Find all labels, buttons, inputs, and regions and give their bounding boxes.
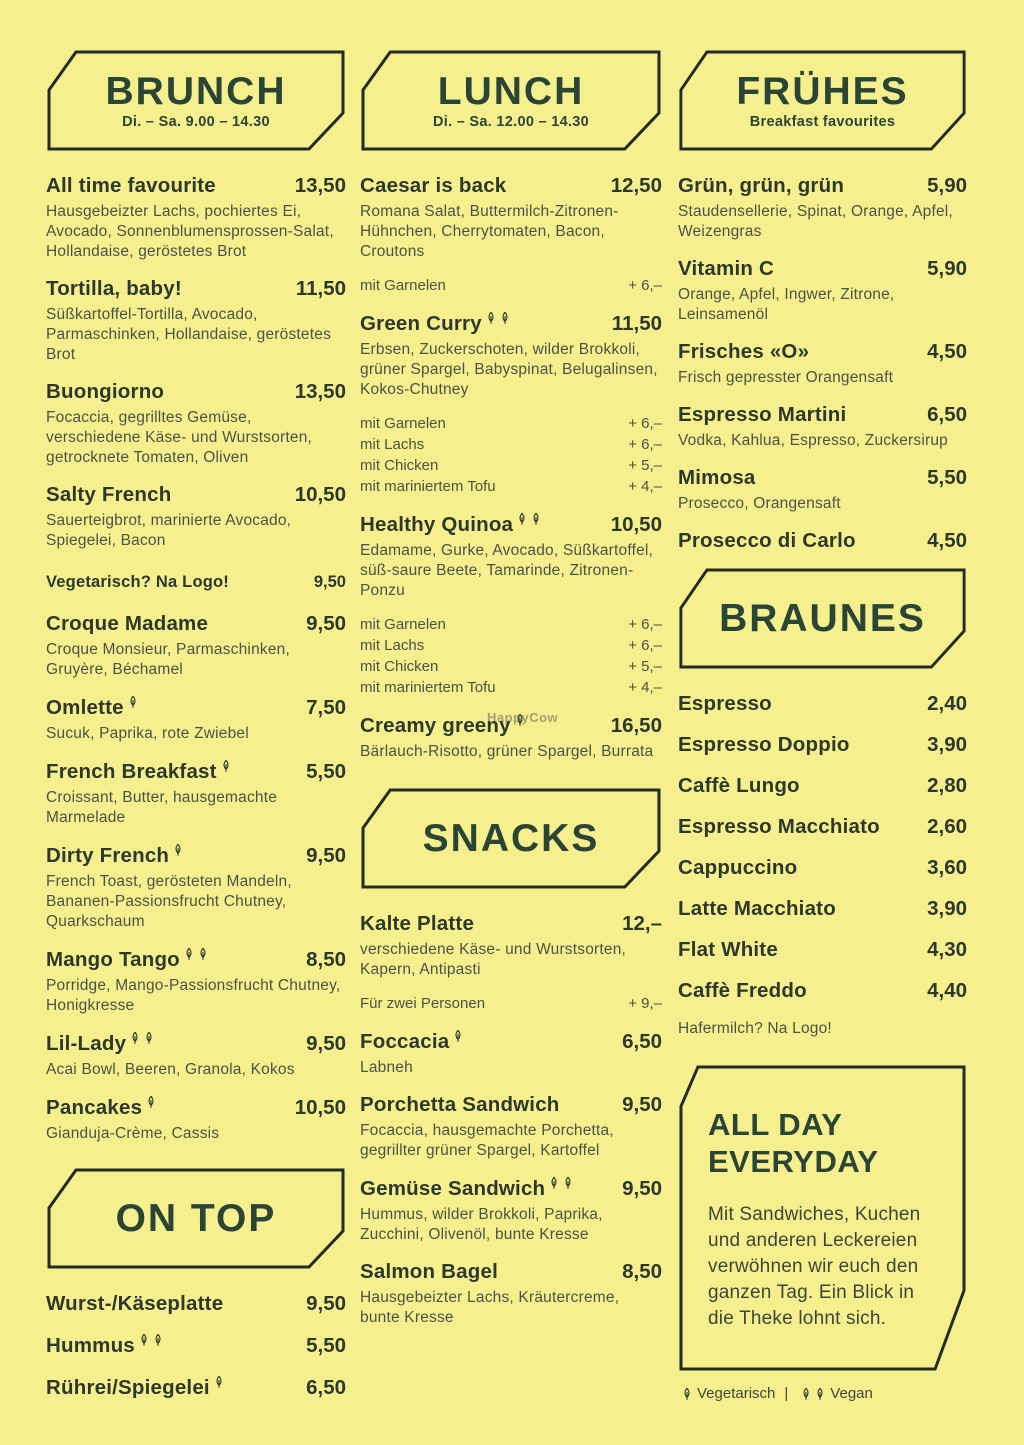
- leaf-icon: [801, 1387, 811, 1401]
- item-price: 10,50: [610, 513, 662, 536]
- menu-item: [360, 174, 662, 296]
- item-price: 16,50: [610, 714, 662, 737]
- item-header: [678, 856, 967, 880]
- item-header: [360, 1093, 662, 1117]
- item-name: Espresso Macchiato: [678, 815, 880, 838]
- item-name: Vitamin C: [678, 257, 774, 280]
- menu-item: [678, 529, 967, 553]
- leaf-icon: [214, 1375, 224, 1389]
- column-brunch: [46, 50, 346, 1417]
- item-name: Croque Madame: [46, 612, 209, 635]
- leaf-icon: [563, 1176, 573, 1190]
- item-price: 6,50: [306, 1376, 346, 1399]
- item-description: Sauerteigbrot, marinierte Avocado, Spiegelei, Bacon: [46, 512, 292, 549]
- menu-item: [46, 759, 346, 828]
- item-header: [360, 912, 662, 936]
- item-description: Staudensellerie, Spinat, Orange, Apfel, Weizengras: [678, 203, 953, 240]
- item-header: [360, 1176, 662, 1201]
- snacks-banner: [360, 788, 662, 890]
- item-price: 5,90: [927, 174, 967, 197]
- brunch-item-list: [46, 174, 346, 1144]
- menu-item: [678, 815, 967, 839]
- banner-text: [360, 788, 662, 890]
- item-name: Latte Macchiato: [678, 897, 836, 920]
- item-description: Bärlauch-Risotto, grüner Spargel, Burrata: [360, 743, 654, 760]
- addon-row: [360, 656, 662, 677]
- menu-item: [360, 912, 662, 1014]
- item-description: Focaccia, gegrilltes Gemüse, verschiedene Käse- und Wurstsorten, getrocknete Tomaten, Oliven: [46, 409, 313, 466]
- menu-item: [678, 856, 967, 880]
- item-price: 11,50: [611, 312, 662, 335]
- menu-item: [46, 277, 346, 365]
- item-name: Frisches «O»: [678, 340, 810, 363]
- item-description: French Toast, gerösteten Mandeln, Bananen-Passionsfrucht Chutney, Quarkschaum: [46, 873, 292, 930]
- item-header: [678, 340, 967, 364]
- braunes-item-list: [678, 692, 967, 1003]
- item-name: Tortilla, baby!: [46, 277, 182, 300]
- section-subtitle-fruehes: Breakfast favourites: [749, 114, 896, 130]
- item-name: French Breakfast: [46, 759, 231, 784]
- braunes-banner: [678, 568, 967, 670]
- item-price: 5,50: [306, 760, 346, 783]
- item-price: 4,50: [927, 340, 967, 363]
- item-name: Porchetta Sandwich: [360, 1093, 560, 1116]
- section-title-brunch: BRUNCH: [105, 70, 287, 113]
- item-description: Hausgebeizter Lachs, pochiertes Ei, Avocado, Sonnenblumensprossen-Salat, Hollandaise, geröstetes Brot: [46, 203, 334, 260]
- addon-label: mit Garnelen: [360, 277, 446, 294]
- banner-text: [46, 50, 346, 152]
- addon-price: + 4,–: [628, 478, 662, 495]
- addon-label: mit mariniertem Tofu: [360, 478, 496, 495]
- item-header: [678, 979, 967, 1003]
- lunch-banner: [360, 50, 662, 152]
- item-header: [46, 277, 346, 301]
- menu-item: [46, 483, 346, 551]
- addon-label: mit Chicken: [360, 658, 439, 675]
- leaf-icon: [486, 311, 496, 325]
- item-header: [46, 1292, 346, 1316]
- on-top-item-list: [46, 1292, 346, 1400]
- addon-label: mit Lachs: [360, 637, 425, 654]
- item-price: 4,50: [927, 529, 967, 552]
- item-name: Dirty French: [46, 843, 183, 868]
- lunch-item-list: [360, 174, 662, 762]
- item-name: Green Curry: [360, 311, 510, 336]
- item-price: 9,50: [306, 1292, 346, 1315]
- item-description: Sucuk, Paprika, rote Zwiebel: [46, 725, 249, 742]
- menu-item: [360, 1260, 662, 1328]
- leaf-icon: [549, 1176, 559, 1190]
- item-price: 13,50: [294, 380, 346, 403]
- leaf-icon: [144, 1031, 154, 1045]
- item-name: Pancakes: [46, 1095, 156, 1120]
- item-price: 3,90: [927, 897, 967, 920]
- menu-item: [678, 403, 967, 451]
- menu-item: [678, 340, 967, 388]
- section-title-on-top: ON TOP: [115, 1197, 277, 1240]
- leaf-icon: [531, 512, 541, 526]
- item-header: [360, 1260, 662, 1284]
- item-name: Vegetarisch? Na Logo!: [46, 573, 229, 591]
- snacks-item-list: [360, 912, 662, 1328]
- leaf-icon: [173, 843, 183, 857]
- item-description: Croissant, Butter, hausgemachte Marmelade: [46, 789, 278, 826]
- item-header: [678, 466, 967, 490]
- addon-price: + 6,–: [628, 415, 662, 432]
- item-description: Porridge, Mango-Passionsfrucht Chutney, Honigkresse: [46, 977, 341, 1014]
- column-lunch: [360, 50, 662, 1343]
- legend-vegetarian-label: Vegetarisch: [697, 1385, 776, 1402]
- item-name: Espresso Martini: [678, 403, 847, 426]
- addon-row: [360, 413, 662, 434]
- item-name: Espresso: [678, 692, 772, 715]
- item-description: Prosecco, Orangensaft: [678, 495, 841, 512]
- all-day-content: [708, 1106, 945, 1332]
- item-price: 3,60: [927, 856, 967, 879]
- item-name: Grün, grün, grün: [678, 174, 845, 197]
- item-price: 5,50: [927, 466, 967, 489]
- item-header: [678, 174, 967, 198]
- legend-separator: |: [784, 1385, 789, 1402]
- item-header: [678, 815, 967, 839]
- item-header: [46, 1031, 346, 1056]
- item-price: 9,50: [306, 844, 346, 867]
- fruehes-item-list: [678, 174, 967, 553]
- item-header: [46, 174, 346, 198]
- menu-item: [46, 612, 346, 680]
- leaf-icon: [130, 1031, 140, 1045]
- diet-legend: [678, 1385, 967, 1402]
- addon-price: + 4,–: [628, 679, 662, 696]
- addon-row: [360, 993, 662, 1014]
- section-title-braunes: BRAUNES: [719, 597, 926, 640]
- menu-item: [46, 573, 346, 592]
- item-header: [360, 512, 662, 537]
- item-price: 5,50: [306, 1334, 346, 1357]
- fruehes-banner: [678, 50, 967, 152]
- item-name: Caesar is back: [360, 174, 507, 197]
- item-name: Salmon Bagel: [360, 1260, 498, 1283]
- addon-price: + 6,–: [628, 637, 662, 654]
- leaf-icon: [198, 947, 208, 961]
- menu-item: [360, 1029, 662, 1078]
- addon-label: mit Lachs: [360, 436, 425, 453]
- item-header: [46, 1333, 346, 1358]
- addon-price: + 9,–: [628, 995, 662, 1012]
- item-price: 9,50: [313, 573, 346, 591]
- item-header: [678, 257, 967, 281]
- item-price: 12,50: [610, 174, 662, 197]
- addon-row: [360, 635, 662, 656]
- item-price: 4,40: [927, 979, 967, 1002]
- leaf-icon: [500, 311, 510, 325]
- banner-text: [360, 50, 662, 152]
- item-price: 5,90: [927, 257, 967, 280]
- item-name: All time favourite: [46, 174, 216, 197]
- item-price: 3,90: [927, 733, 967, 756]
- item-name: Kalte Platte: [360, 912, 475, 935]
- addon-label: Für zwei Personen: [360, 995, 486, 1012]
- addon-label: mit Chicken: [360, 457, 439, 474]
- item-description: Gianduja-Crème, Cassis: [46, 1125, 220, 1142]
- item-header: [46, 947, 346, 972]
- item-header: [46, 695, 346, 720]
- item-header: [360, 311, 662, 336]
- item-name: Wurst-/Käseplatte: [46, 1292, 224, 1315]
- item-price: 11,50: [295, 277, 346, 300]
- leaf-icon: [221, 759, 231, 773]
- oat-milk-note: Hafermilch? Na Logo!: [678, 1020, 832, 1037]
- item-header: [678, 938, 967, 962]
- item-addons: [360, 413, 662, 497]
- item-header: [678, 403, 967, 427]
- menu-item: [46, 843, 346, 932]
- section-hours-lunch: Di. – Sa. 12.00 – 14.30: [432, 114, 590, 130]
- menu-item: [678, 692, 967, 716]
- item-header: [46, 1375, 346, 1400]
- item-name: Prosecco di Carlo: [678, 529, 856, 552]
- vegan-leaves-icon: [797, 1387, 825, 1401]
- addon-price: + 6,–: [628, 436, 662, 453]
- menu-item: [678, 257, 967, 325]
- item-name: Salty French: [46, 483, 172, 506]
- leaf-icon: [682, 1387, 692, 1401]
- item-price: 2,80: [927, 774, 967, 797]
- item-description: Croque Monsieur, Parmaschinken, Gruyère, Béchamel: [46, 641, 290, 678]
- item-name: Mango Tango: [46, 947, 208, 972]
- item-price: 13,50: [294, 174, 346, 197]
- menu-item: [360, 1176, 662, 1245]
- menu-item: [46, 1095, 346, 1144]
- item-description: Orange, Apfel, Ingwer, Zitrone, Leinsamenöl: [678, 286, 895, 323]
- addon-label: mit Garnelen: [360, 616, 446, 633]
- item-name: Healthy Quinoa: [360, 512, 541, 537]
- item-name: Omlette: [46, 695, 138, 720]
- item-price: 9,50: [622, 1093, 662, 1116]
- item-description: Hausgebeizter Lachs, Kräutercreme, bunte Kresse: [360, 1289, 620, 1326]
- section-title-lunch: LUNCH: [437, 70, 585, 113]
- addon-price: + 5,–: [628, 658, 662, 675]
- item-description: Focaccia, hausgemachte Porchetta, gegrillter grüner Spargel, Kartoffel: [360, 1122, 614, 1159]
- item-name: Mimosa: [678, 466, 756, 489]
- item-description: Erbsen, Zuckerschoten, wilder Brokkoli, grüner Spargel, Babyspinat, Belugalinsen, Kokos-Chutney: [360, 341, 658, 398]
- item-description: Acai Bowl, Beeren, Granola, Kokos: [46, 1061, 295, 1078]
- item-name: Caffè Freddo: [678, 979, 807, 1002]
- item-name: Hummus: [46, 1333, 163, 1358]
- item-name: Rührei/Spiegelei: [46, 1375, 224, 1400]
- on-top-banner: [46, 1168, 346, 1270]
- menu-item: [46, 174, 346, 262]
- item-header: [678, 774, 967, 798]
- menu-item: [678, 897, 967, 921]
- item-description: Süßkartoffel-Tortilla, Avocado, Parmaschinken, Hollandaise, geröstetes Brot: [46, 306, 332, 363]
- addon-price: + 5,–: [628, 457, 662, 474]
- section-title-snacks: SNACKS: [422, 817, 600, 860]
- item-price: 9,50: [622, 1177, 662, 1200]
- menu-item: [46, 1292, 346, 1316]
- menu-item: [360, 512, 662, 698]
- item-name: Cappuccino: [678, 856, 798, 879]
- banner-text: [678, 568, 967, 670]
- leaf-icon: [153, 1333, 163, 1347]
- menu-item: [46, 1375, 346, 1400]
- addon-row: [360, 614, 662, 635]
- item-name: Gemüse Sandwich: [360, 1176, 573, 1201]
- item-addons: [360, 614, 662, 698]
- addon-label: mit mariniertem Tofu: [360, 679, 496, 696]
- item-price: 8,50: [306, 948, 346, 971]
- section-title-fruehes: FRÜHES: [736, 70, 909, 113]
- leaf-icon: [815, 1387, 825, 1401]
- addon-row: [360, 677, 662, 698]
- addon-price: + 6,–: [628, 616, 662, 633]
- menu-item: [678, 979, 967, 1003]
- menu-item: [46, 1031, 346, 1080]
- menu-item: [678, 466, 967, 514]
- item-price: 9,50: [306, 1032, 346, 1055]
- menu-item: [678, 938, 967, 962]
- item-price: 4,30: [927, 938, 967, 961]
- addon-row: [360, 275, 662, 296]
- section-hours-brunch: Di. – Sa. 9.00 – 14.30: [122, 114, 270, 130]
- item-price: 12,–: [622, 912, 662, 935]
- column-drinks: [678, 50, 967, 1402]
- item-header: [360, 1029, 662, 1054]
- addon-row: [360, 455, 662, 476]
- item-price: 9,50: [306, 612, 346, 635]
- banner-text: [678, 50, 967, 152]
- item-header: [678, 529, 967, 553]
- item-name: Creamy greeny: [360, 713, 525, 738]
- item-addons: [360, 993, 662, 1014]
- leaf-icon: [453, 1029, 463, 1043]
- all-day-title: ALL DAY EVERYDAY: [708, 1107, 879, 1179]
- item-header: [360, 174, 662, 198]
- item-header: [46, 573, 346, 592]
- item-name: Lil-Lady: [46, 1031, 154, 1056]
- leaf-icon: [184, 947, 194, 961]
- all-day-text: Mit Sandwiches, Kuchen und anderen Leckereien verwöhnen wir euch den ganzen Tag. Ein Blick in die Theke lohnt sich.: [708, 1204, 921, 1329]
- item-description: verschiedene Käse- und Wurstsorten, Kapern, Antipasti: [360, 941, 627, 978]
- addon-price: + 6,–: [628, 277, 662, 294]
- menu-item: [46, 947, 346, 1016]
- item-header: [46, 843, 346, 868]
- item-name: Caffè Lungo: [678, 774, 800, 797]
- item-description: Vodka, Kahlua, Espresso, Zuckersirup: [678, 432, 948, 449]
- addon-row: [360, 434, 662, 455]
- item-description: Romana Salat, Buttermilch-Zitronen-Hühnchen, Cherrytomaten, Bacon, Croutons: [360, 203, 619, 260]
- item-header: [46, 1095, 346, 1120]
- addon-label: mit Garnelen: [360, 415, 446, 432]
- item-header: [46, 380, 346, 404]
- all-day-box: [678, 1064, 967, 1372]
- vegetarian-leaf-icon: [678, 1387, 692, 1401]
- item-header: [678, 733, 967, 757]
- menu-item: [678, 774, 967, 798]
- item-name: Buongiorno: [46, 380, 165, 403]
- leaf-icon: [139, 1333, 149, 1347]
- item-name: Espresso Doppio: [678, 733, 850, 756]
- item-addons: [360, 275, 662, 296]
- menu-item: [360, 1093, 662, 1161]
- item-price: 10,50: [294, 483, 346, 506]
- item-name: Flat White: [678, 938, 778, 961]
- menu-item: [678, 174, 967, 242]
- menu-item: [46, 695, 346, 744]
- leaf-icon: [146, 1095, 156, 1109]
- menu-item: [678, 733, 967, 757]
- item-price: 7,50: [306, 696, 346, 719]
- item-price: 2,40: [927, 692, 967, 715]
- leaf-icon: [128, 695, 138, 709]
- item-header: [46, 612, 346, 636]
- addon-row: [360, 476, 662, 497]
- item-price: 2,60: [927, 815, 967, 838]
- item-price: 6,50: [622, 1030, 662, 1053]
- item-description: Hummus, wilder Brokkoli, Paprika, Zucchini, Olivenöl, bunte Kresse: [360, 1206, 603, 1243]
- brunch-banner: [46, 50, 346, 152]
- item-header: [46, 759, 346, 784]
- item-price: 8,50: [622, 1260, 662, 1283]
- item-price: 10,50: [294, 1096, 346, 1119]
- item-description: Frisch gepresster Orangensaft: [678, 369, 894, 386]
- item-description: Labneh: [360, 1059, 413, 1076]
- menu-item: [360, 311, 662, 497]
- item-description: Edamame, Gurke, Avocado, Süßkartoffel, süß-saure Beete, Tamarinde, Zitronen-Ponzu: [360, 542, 654, 599]
- legend-vegan-label: Vegan: [830, 1385, 873, 1402]
- item-name: Foccacia: [360, 1029, 463, 1054]
- leaf-icon: [517, 512, 527, 526]
- item-header: [46, 483, 346, 507]
- item-header: [678, 692, 967, 716]
- item-price: 6,50: [927, 403, 967, 426]
- banner-text: [46, 1168, 346, 1270]
- menu-item: [46, 1333, 346, 1358]
- happycow-watermark: HappyCow: [487, 710, 559, 725]
- item-header: [678, 897, 967, 921]
- menu-item: [46, 380, 346, 468]
